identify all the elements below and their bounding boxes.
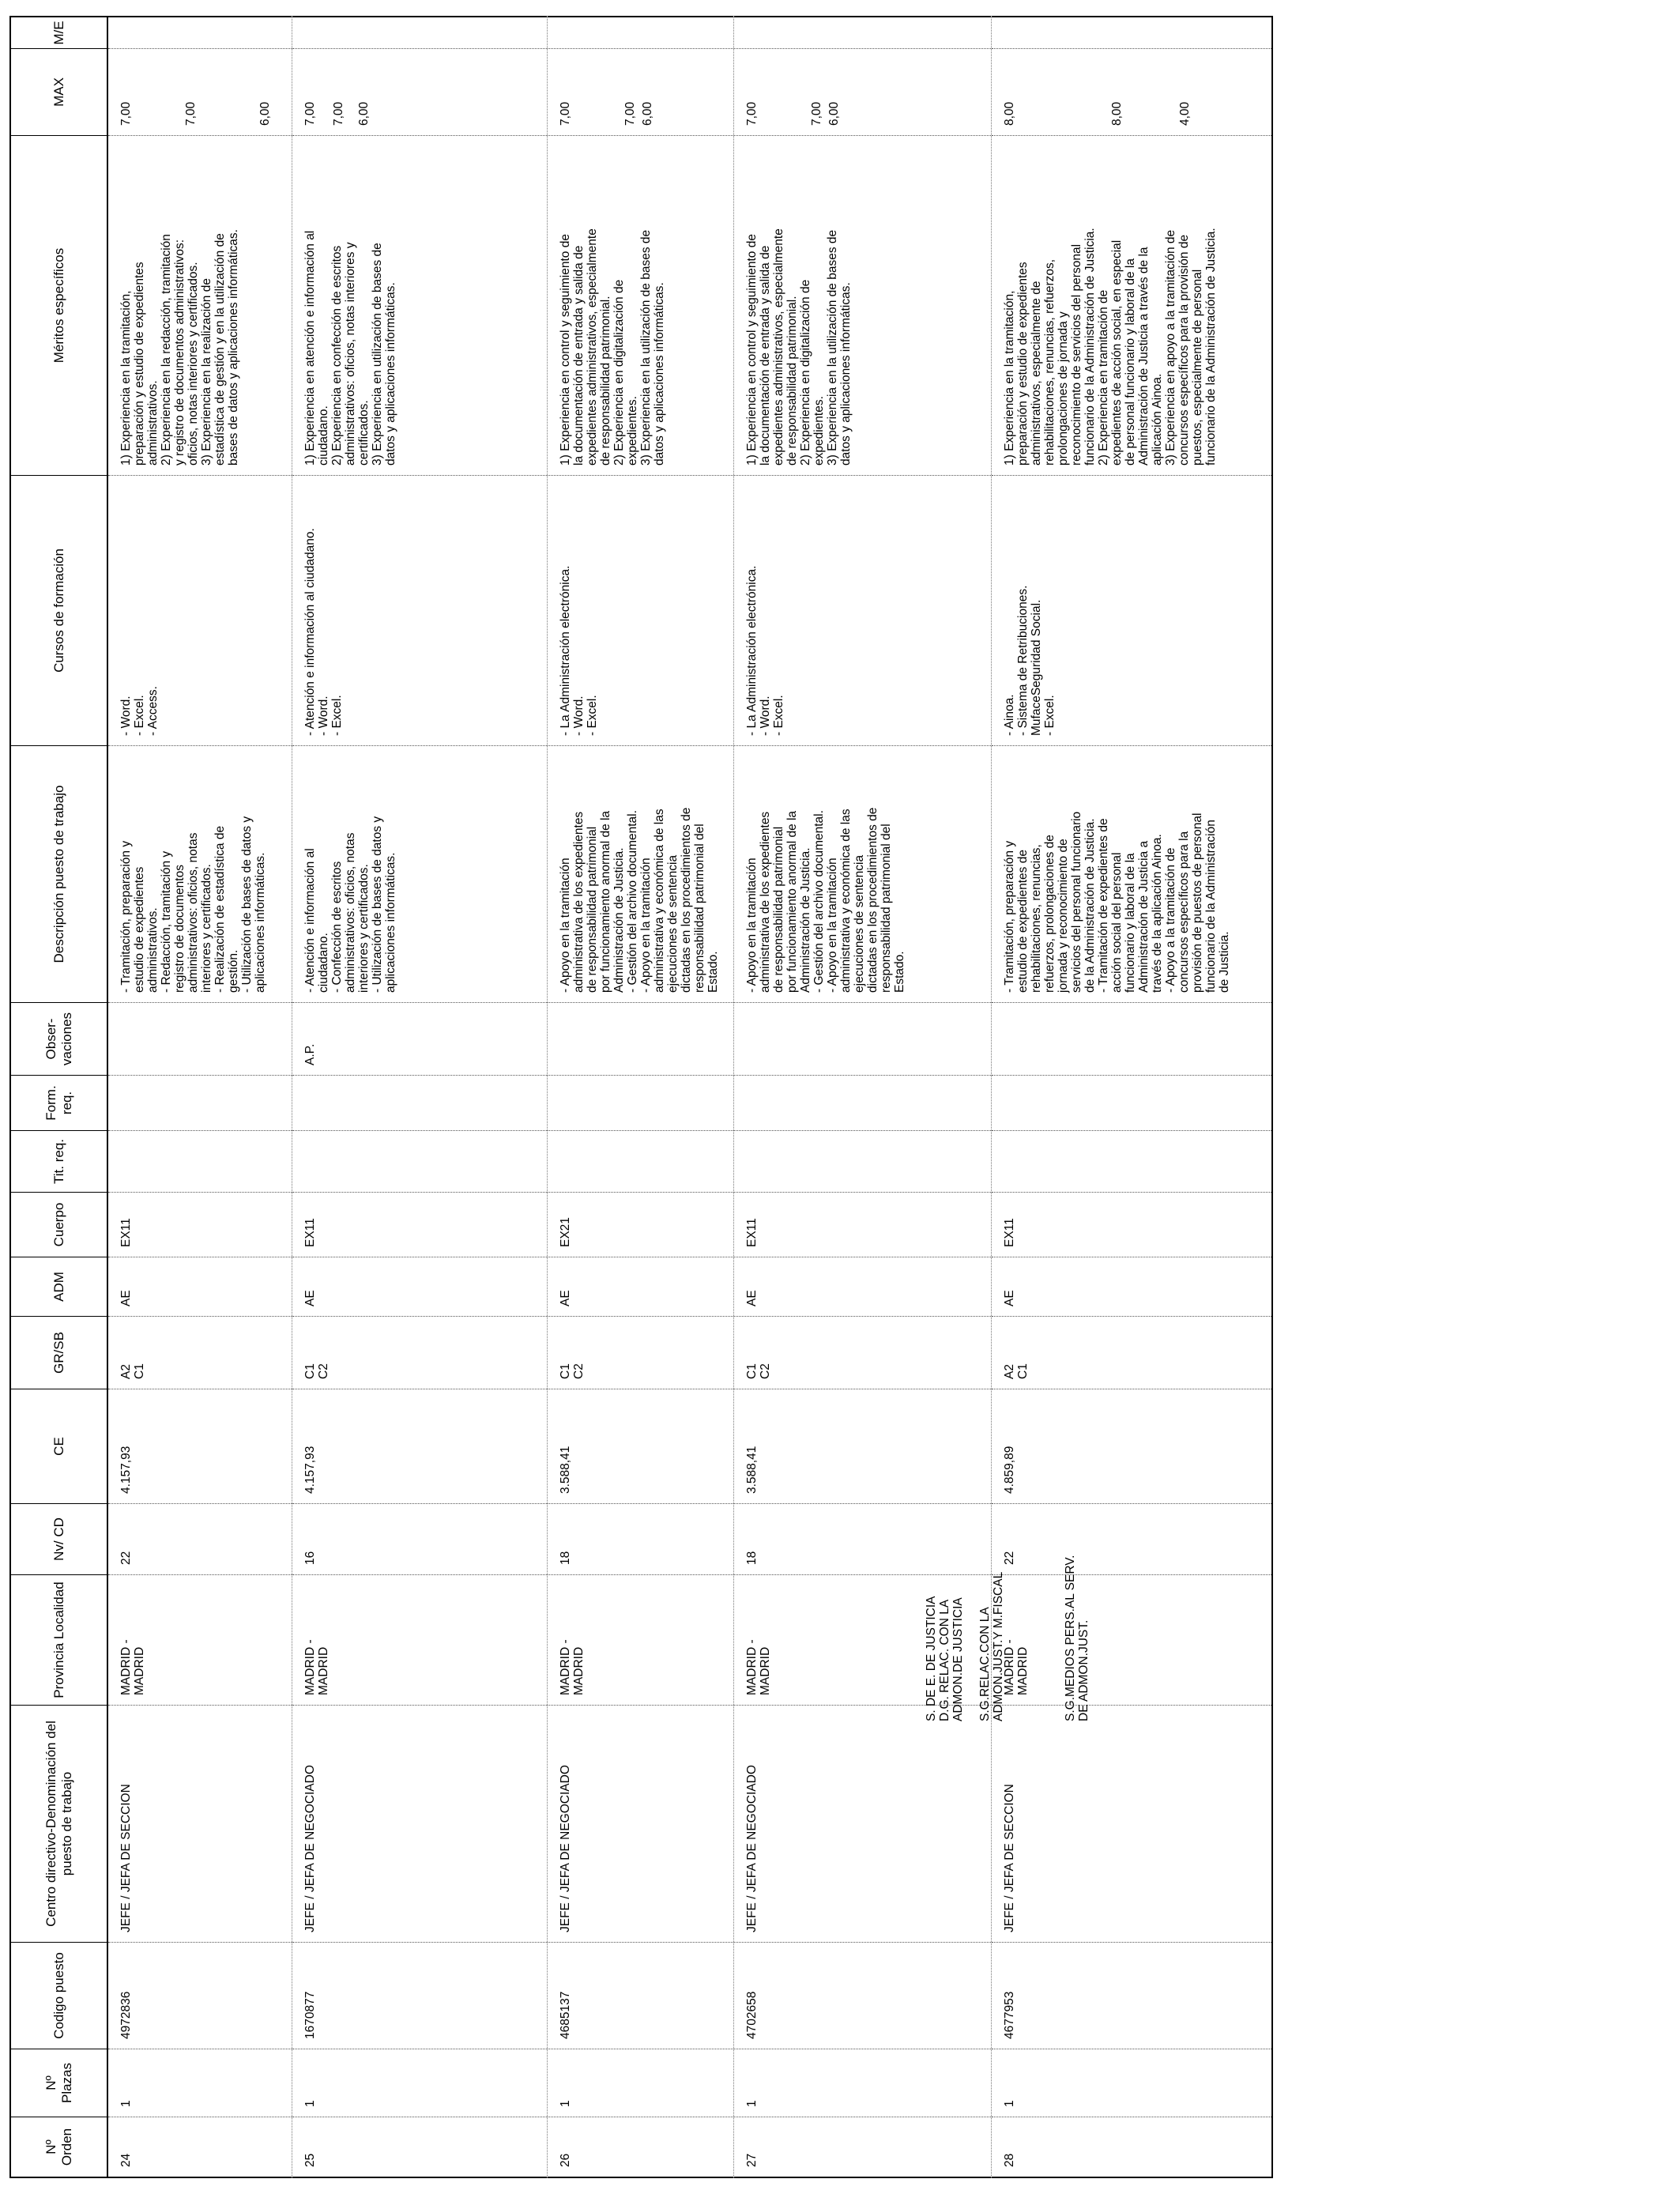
- cell-obs: [992, 1002, 1271, 1075]
- cell-provincia: MADRID - MADRID: [108, 1574, 292, 1705]
- header-centro: Centro directivo-Denominación del puesto de trabajo: [11, 1705, 107, 1942]
- cell-cursos: - Word. - Excel. - Access.: [108, 475, 292, 745]
- cell-plazas: 1: [992, 2049, 1271, 2117]
- header-ce: CE: [11, 1389, 107, 1503]
- cell-form: [992, 1075, 1271, 1130]
- cell-tit: [292, 1130, 547, 1192]
- cell-plazas: 1: [548, 2049, 733, 2117]
- table-row: [108, 16, 292, 2178]
- cell-form: [108, 1075, 292, 1130]
- cell-puesto: JEFE / JEFA DE NEGOCIADO: [734, 1705, 991, 1942]
- cell-codigo: 1670877: [292, 1942, 547, 2049]
- max-value: 6,00: [258, 101, 272, 126]
- table-row: [734, 16, 992, 2178]
- header-meritos: Méritos específicos: [11, 135, 107, 475]
- cell-nivel: 22: [992, 1503, 1271, 1574]
- header-provincia: Provincia Localidad: [11, 1574, 107, 1705]
- header-orden: Nº Orden: [11, 2117, 107, 2178]
- cell-tit: [548, 1130, 733, 1192]
- cell-orden: 28: [992, 2117, 1271, 2178]
- cell-orden: 25: [292, 2117, 547, 2178]
- cell-grsb: C1 C2: [548, 1316, 733, 1389]
- cell-grsb: A2 C1: [992, 1316, 1271, 1389]
- max-value: 7,00: [559, 101, 572, 126]
- max-value: 6,00: [357, 101, 371, 126]
- cell-meritos: 1) Experiencia en atención e información al ciudadano. 2) Experiencia en confección de escritos administrativos: oficios, notas interiores y certificados. 3) Experiencia en utilización de bases de datos y aplicaciones informáticas.: [292, 135, 547, 475]
- max-value: 7,00: [184, 101, 198, 126]
- cell-orden: 27: [734, 2117, 991, 2178]
- header-descripcion: Descripción puesto de trabajo: [11, 745, 107, 1002]
- cell-tit: [992, 1130, 1271, 1192]
- cell-descripcion: - Tramitación, preparación y estudio de expedientes de rehabilitaciones, renuncias, refuerzos, prolongaciones de jornada y reconocimiento de servicios del personal funcionario de la Administración de Justicia. - Tramitación de expedientes de acción social del personal funcionario y laboral de la Administración de Justicia a través de la aplicación Ainoa. - Apoyo a la tramitación de concursos específicos para la provisión de puestos de personal funcionario de la Administración de Justicia.: [992, 745, 1271, 1002]
- max-value: 7,00: [745, 101, 759, 126]
- cell-adm: AE: [108, 1257, 292, 1316]
- cell-plazas: 1: [108, 2049, 292, 2117]
- cell-obs: A.P.: [292, 1002, 547, 1075]
- cell-codigo: 4972836: [108, 1942, 292, 2049]
- max-value: 7,00: [303, 101, 317, 126]
- cell-meritos: 1) Experiencia en la tramitación, preparación y estudio de expedientes administrativos. 2) Experiencia en la redacción, tramitación y registro de documentos administrativos: oficios, notas interiores y certificados. 3) Experiencia en la realización de estadística de gestión y en la utilización de bases de datos y aplicaciones informáticas.: [108, 135, 292, 475]
- header-form: Form. req.: [11, 1075, 107, 1130]
- cell-max: [548, 48, 733, 135]
- header-codigo: Codigo puesto: [11, 1942, 107, 2049]
- cell-cuerpo: EX11: [292, 1192, 547, 1257]
- max-value: 6,00: [641, 101, 654, 126]
- cell-provincia: MADRID - MADRID: [992, 1574, 1271, 1705]
- max-value: 8,00: [1110, 101, 1124, 126]
- cell-obs: [548, 1002, 733, 1075]
- table-row: [992, 16, 1273, 2178]
- cell-descripcion: - Atención e información al ciudadano. - Confección de escritos administrativos: oficios, notas interiores y certificados. - Utilización de bases de datos y aplicaciones informáticas.: [292, 745, 547, 1002]
- cell-puesto: JEFE / JEFA DE SECCION: [992, 1705, 1271, 1942]
- organizational-unit-label: S. DE E. DE JUSTICIA D.G. RELAC. CON LA ADMON.DE JUSTICIA S.G.RELAC.CON LA ADMON.JUST.Y M.FISCAL: [925, 1571, 1005, 1721]
- cell-cursos: - La Administración electrónica. - Word. - Excel.: [734, 475, 991, 745]
- header-nivel: Nv/ CD: [11, 1503, 107, 1574]
- table-row: [548, 16, 734, 2178]
- cell-obs: [108, 1002, 292, 1075]
- header-grsb: GR/SB: [11, 1316, 107, 1389]
- cell-plazas: 1: [734, 2049, 991, 2117]
- cell-meritos: 1) Experiencia en control y seguimiento de la documentación de entrada y salida de expedientes administrativos, especialmente de responsabilidad patrimonial. 2) Experiencia en digitalización de expedientes. 3) Experiencia en la utilización de bases de datos y aplicaciones informáticas.: [734, 135, 991, 475]
- header-adm: ADM: [11, 1257, 107, 1316]
- cell-orden: 26: [548, 2117, 733, 2178]
- cell-cursos: - La Administración electrónica. - Word. - Excel.: [548, 475, 733, 745]
- cell-meritos: 1) Experiencia en la tramitación, preparación y estudio de expedientes administrativos, especialmente de rehabilitaciones, renuncias, refuerzos, prolongaciones de jornada y reconocimiento de servicios del personal funcionario de la Administración de Justicia. 2) Experiencia en tramitación de expedientes de acción social, en especial de personal funcionario y laboral de la Administración de Justicia a través de la aplicación Ainoa. 3) Experiencia en apoyo a la tramitación de concursos específicos para la provisión de puestos, especialmente de personal funcionario de la Administración de Justicia.: [992, 135, 1271, 475]
- max-value: 4,00: [1178, 101, 1192, 126]
- cell-codigo: 4677953: [992, 1942, 1271, 2049]
- cell-puesto: JEFE / JEFA DE NEGOCIADO: [548, 1705, 733, 1942]
- cell-cuerpo: EX21: [548, 1192, 733, 1257]
- cell-cursos: - Ainoa. - Sistema de Retribuciones. MufaceSeguridad Social. - Excel.: [992, 475, 1271, 745]
- cell-cursos: - Atención e información al ciudadano. - Word. - Excel.: [292, 475, 547, 745]
- cell-cuerpo: EX11: [734, 1192, 991, 1257]
- cell-codigo: 4702658: [734, 1942, 991, 2049]
- cell-orden: 24: [108, 2117, 292, 2178]
- cell-cuerpo: EX11: [108, 1192, 292, 1257]
- header-max: MAX: [11, 48, 107, 135]
- cell-plazas: 1: [292, 2049, 547, 2117]
- cell-form: [548, 1075, 733, 1130]
- cell-max: [734, 48, 991, 135]
- organizational-unit-label: S.G.MEDIOS PERS.AL SERV. DE ADMON.JUST.: [1064, 1555, 1090, 1721]
- cell-grsb: C1 C2: [734, 1316, 991, 1389]
- positions-table: [9, 16, 1273, 2178]
- cell-descripcion: - Apoyo en la tramitación administrativa de los expedientes de responsabilidad patrimonial por funcionamiento anormal de la Administración de Justicia. - Gestión del archivo documental. - Apoyo en la tramitación administrativa y económica de las ejecuciones de sentencia dictadas en los procedimientos de responsabilidad patrimonial del Estado.: [734, 745, 991, 1002]
- cell-descripcion: - Apoyo en la tramitación administrativa de los expedientes de responsabilidad patrimonial por funcionamiento anormal de la Administración de Justicia. - Gestión del archivo documental. - Apoyo en la tramitación administrativa y económica de las ejecuciones de sentencia dictadas en los procedimientos de responsabilidad patrimonial del Estado.: [548, 745, 733, 1002]
- cell-cuerpo: EX11: [992, 1192, 1271, 1257]
- cell-ce: 3.588,41: [548, 1389, 733, 1503]
- cell-grsb: A2 C1: [108, 1316, 292, 1389]
- cell-me: [734, 16, 991, 48]
- cell-form: [292, 1075, 547, 1130]
- cell-nivel: 18: [548, 1503, 733, 1574]
- cell-tit: [734, 1130, 991, 1192]
- cell-grsb: C1 C2: [292, 1316, 547, 1389]
- cell-me: [292, 16, 547, 48]
- max-value: 6,00: [827, 101, 841, 126]
- table-row: [292, 16, 548, 2178]
- cell-max: [292, 48, 547, 135]
- cell-adm: AE: [992, 1257, 1271, 1316]
- max-value: 7,00: [119, 101, 133, 126]
- cell-obs: [734, 1002, 991, 1075]
- cell-ce: 4.157,93: [108, 1389, 292, 1503]
- cell-codigo: 4685137: [548, 1942, 733, 2049]
- cell-puesto: JEFE / JEFA DE NEGOCIADO: [292, 1705, 547, 1942]
- cell-nivel: 16: [292, 1503, 547, 1574]
- cell-nivel: 22: [108, 1503, 292, 1574]
- cell-ce: 3.588,41: [734, 1389, 991, 1503]
- cell-adm: AE: [292, 1257, 547, 1316]
- max-value: 8,00: [1003, 101, 1016, 126]
- max-value: 7,00: [623, 101, 637, 126]
- cell-me: [108, 16, 292, 48]
- cell-adm: AE: [734, 1257, 991, 1316]
- cell-form: [734, 1075, 991, 1130]
- cell-me: [992, 16, 1271, 48]
- cell-meritos: 1) Experiencia en control y seguimiento de la documentación de entrada y salida de expedientes administrativos, especialmente de responsabilidad patrimonial. 2) Experiencia en digitalización de expedientes. 3) Experiencia en la utilización de bases de datos y aplicaciones informáticas.: [548, 135, 733, 475]
- cell-ce: 4.157,93: [292, 1389, 547, 1503]
- table-header: [9, 16, 108, 2178]
- header-obs: Obser-vaciones: [11, 1002, 107, 1075]
- header-me: M/E: [11, 16, 107, 48]
- cell-max: [108, 48, 292, 135]
- cell-provincia: MADRID - MADRID: [734, 1574, 991, 1705]
- cell-puesto: JEFE / JEFA DE SECCION: [108, 1705, 292, 1942]
- header-cuerpo: Cuerpo: [11, 1192, 107, 1257]
- cell-ce: 4.859,89: [992, 1389, 1271, 1503]
- cell-adm: AE: [548, 1257, 733, 1316]
- header-plazas: Nº Plazas: [11, 2049, 107, 2117]
- header-tit: Tit. req.: [11, 1130, 107, 1192]
- header-cursos: Cursos de formación: [11, 475, 107, 745]
- max-value: 7,00: [810, 101, 823, 126]
- cell-provincia: MADRID - MADRID: [548, 1574, 733, 1705]
- cell-me: [548, 16, 733, 48]
- cell-provincia: MADRID - MADRID: [292, 1574, 547, 1705]
- cell-nivel: 18: [734, 1503, 991, 1574]
- max-value: 7,00: [332, 101, 345, 126]
- cell-max: [992, 48, 1271, 135]
- cell-tit: [108, 1130, 292, 1192]
- cell-descripcion: - Tramitación, preparación y estudio de expedientes administrativos. - Redacción, tramitación y registro de documentos administrativos: oficios, notas interiores y certificados. - Realización de estadística de gestión. - Utilización de bases de datos y aplicaciones informáticas.: [108, 745, 292, 1002]
